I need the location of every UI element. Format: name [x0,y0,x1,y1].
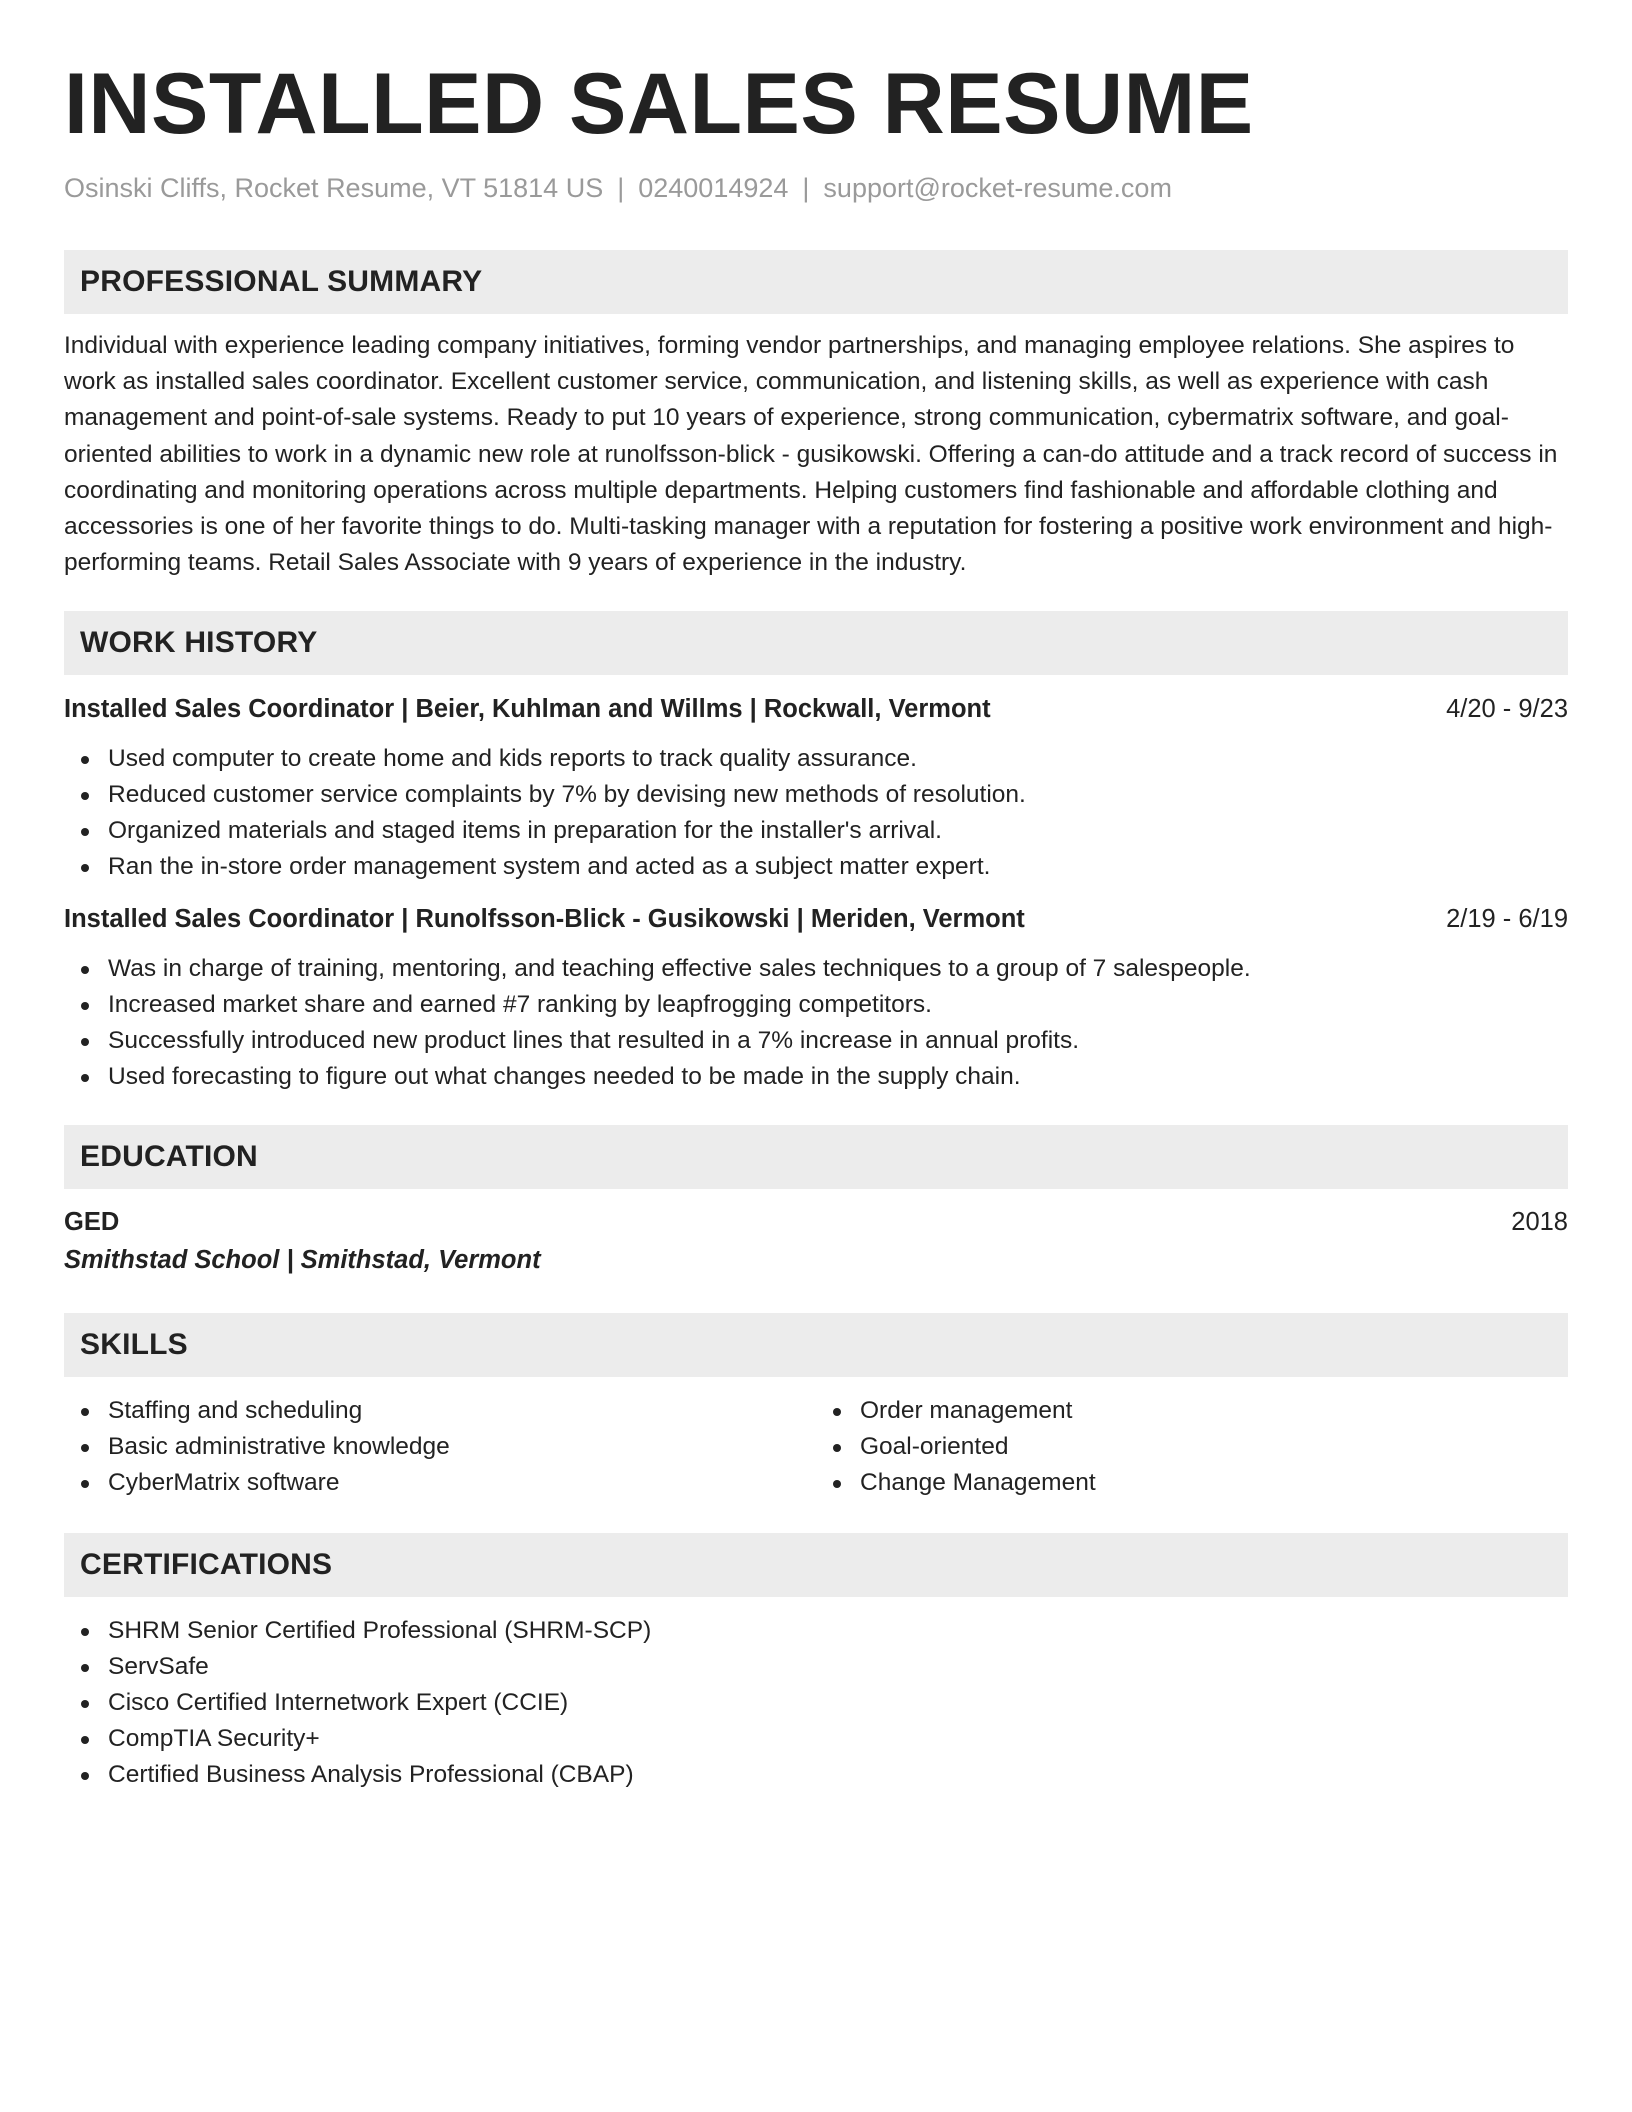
summary-heading: PROFESSIONAL SUMMARY [64,250,1568,314]
resume-title: INSTALLED SALES RESUME [64,56,1254,152]
certification-item: ServSafe [64,1649,1568,1685]
education-degree: GED [64,1208,120,1237]
summary-text: Individual with experience leading company initiatives, forming vendor partnerships, and managing employee relations. She aspires to work as installed sales coordinator. Excellent customer service, communication, and listening skills, as well as experience with cash management and point-of-sale systems. Ready to put 10 years of experience, strong communication, cybermatrix software, and goal-oriented abilities to work in a dynamic new role at runolfsson-blick - gusikowski. Offering a can-do attitude and a track record of success in coordinating and monitoring operations across multiple departments. Helping customers find fashionable and affordable clothing and accessories is one of her favorite things to do. Multi-tasking manager with a reputation for fostering a positive work environment and high-performing teams. Retail Sales Associate with 9 years of experience in the industry. [64,332,1558,577]
job-bullet: Was in charge of training, mentoring, and teaching effective sales techniques to a group of 7 salespeople. [64,951,1568,987]
job-bullet: Used forecasting to figure out what changes needed to be made in the supply chain. [64,1059,1568,1095]
skill-item: Order management [816,1393,1568,1429]
work-history-heading: WORK HISTORY [64,611,1568,675]
contact-separator: | [802,173,810,203]
job-title: Installed Sales Coordinator | Runolfsson-Blick - Gusikowski | Meriden, Vermont [64,905,1025,934]
education-school: Smithstad School | Smithstad, Vermont [64,1246,541,1275]
job-entry [64,691,1568,885]
skills-heading: SKILLS [64,1313,1568,1377]
education-entry [64,1203,1568,1279]
education-heading: EDUCATION [64,1125,1568,1189]
education-row [64,1203,1568,1241]
skills-grid [64,1393,1568,1501]
certification-item: Cisco Certified Internetwork Expert (CCIE) [64,1685,1568,1721]
job-entry [64,901,1568,1095]
certifications-heading: CERTIFICATIONS [64,1533,1568,1597]
skill-item: Change Management [816,1465,1568,1501]
skill-item: Goal-oriented [816,1429,1568,1465]
contact-phone: 0240014924 [638,173,789,203]
job-bullet: Organized materials and staged items in preparation for the installer's arrival. [64,813,1568,849]
job-dates: 2/19 - 6/19 [1446,905,1568,934]
job-bullets [64,741,1568,885]
skill-item: CyberMatrix software [64,1465,816,1501]
job-bullet: Used computer to create home and kids reports to track quality assurance. [64,741,1568,777]
certification-item: CompTIA Security+ [64,1721,1568,1757]
skill-item: Basic administrative knowledge [64,1429,816,1465]
contact-separator: | [617,173,625,203]
certification-item: Certified Business Analysis Professional (CBAP) [64,1757,1568,1793]
job-bullet: Ran the in-store order management system and acted as a subject matter expert. [64,849,1568,885]
skills-column-left [64,1393,816,1501]
contact-address: Osinski Cliffs, Rocket Resume, VT 51814 US [64,173,604,203]
certification-item: SHRM Senior Certified Professional (SHRM-SCP) [64,1613,1568,1649]
job-dates: 4/20 - 9/23 [1446,695,1568,724]
contact-line [64,170,1568,206]
skill-item: Staffing and scheduling [64,1393,816,1429]
job-bullets [64,951,1568,1095]
job-bullet: Reduced customer service complaints by 7% by devising new methods of resolution. [64,777,1568,813]
job-header [64,901,1568,937]
skills-column-right [816,1393,1568,1501]
job-bullet: Successfully introduced new product lines that resulted in a 7% increase in annual profits. [64,1023,1568,1059]
certifications-list [64,1613,1568,1793]
contact-email: support@rocket-resume.com [823,173,1172,203]
job-title: Installed Sales Coordinator | Beier, Kuhlman and Willms | Rockwall, Vermont [64,695,991,724]
job-bullet: Increased market share and earned #7 ranking by leapfrogging competitors. [64,987,1568,1023]
education-year: 2018 [1511,1208,1568,1237]
job-header [64,691,1568,727]
